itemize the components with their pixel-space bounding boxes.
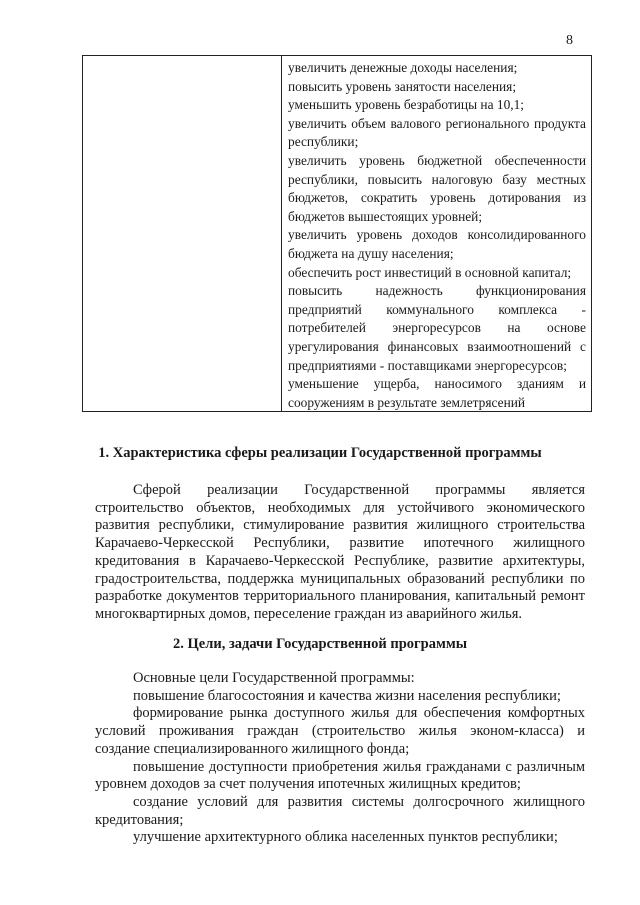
table-cell-indicators <box>288 59 586 412</box>
table-item: повысить уровень занятости населения; <box>288 78 517 94</box>
page-number: 8 <box>566 33 573 48</box>
goal-item: повышение благосостояния и качества жизни населения республики; <box>133 687 561 704</box>
goals-table <box>82 55 592 412</box>
table-item: увеличить денежные доходы населения; <box>288 60 518 75</box>
table-item: увеличить уровень бюджетной обеспеченности республики, повысить налоговую базу местных бюджетов, сократить уровень дотирования из бюджетов вышестоящих уровней; <box>288 152 586 224</box>
table-item: увеличить объем валового регионального продукта республики; <box>288 115 586 150</box>
table-item: уменьшить уровень безработицы на 10,1; <box>288 97 525 113</box>
table-column-divider <box>281 56 282 411</box>
table-item: повысить надежность функционирования предприятий коммунального комплекса - потребителей энергоресурсов на основе урегулирования финансовых взаимоотношений с предприятиями - поставщиками энергоресурсов; <box>288 283 586 373</box>
section-2-heading: 2. Цели, задачи Государственной программы <box>172 636 468 652</box>
goal-item: формирование рынка доступного жилья для обеспечения комфортных условий проживания граждан (строительство жилья эконом-класса) и создание специализированного жилищного фонда; <box>95 705 585 757</box>
table-item: обеспечить рост инвестиций в основной капитал; <box>288 264 572 280</box>
table-item: уменьшение ущерба, наносимого зданиям и сооружениям в результате землетрясений <box>288 376 586 410</box>
table-item: увеличить уровень доходов консолидированного бюджета на душу населения; <box>288 227 586 261</box>
section-2-body <box>95 670 585 847</box>
goal-item: улучшение архитектурного облика населенных пунктов республики; <box>133 829 558 846</box>
goals-intro: Основные цели Государственной программы: <box>133 670 415 686</box>
section-1-body <box>95 482 585 624</box>
section-1-heading: 1. Характеристика сферы реализации Государственной программы <box>98 445 542 461</box>
section-1-paragraph: Сферой реализации Государственной программы является строительство объектов, необходимых для устойчивого экономического развития республики, стимулирование развития жилищного строительства Карачаево-Черкесской Республики, развитие ипотечного жилищного кредитования в Карачаево-Черкесской Республике, развитие архитектуры, градостроительства, поддержка муниципальных образований республики по разработке документов территориального планирования, капитальный ремонт многоквартирных домов, переселение граждан из аварийного жилья. <box>95 482 585 622</box>
goal-item: создание условий для развития системы долгосрочного жилищного кредитования; <box>95 793 585 828</box>
goal-item: повышение доступности приобретения жилья гражданами с различным уровнем доходов за счет получения ипотечных жилищных кредитов; <box>95 758 585 793</box>
